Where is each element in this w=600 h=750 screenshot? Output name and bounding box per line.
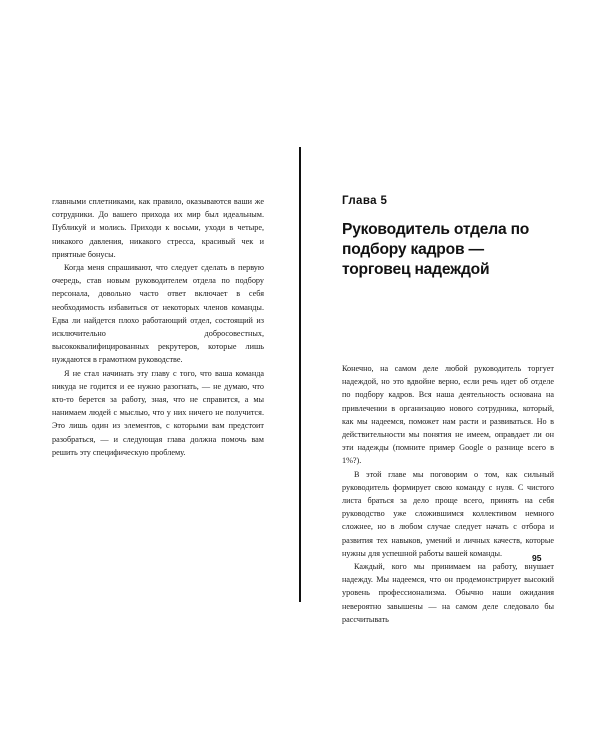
chapter-label: Глава 5	[342, 195, 388, 207]
chapter-title: Руководитель отдела по подбору кадров — торговец надеждой	[342, 221, 530, 278]
right-paragraph-1: Конечно, на самом деле любой руководитель торгует надеждой, но это вдвойне верно, если речь идет об отделе по подбору кадров. Вся наша деятельность основана на привлечении в организацию нового сотрудника, который, как мы надеемся, поможет нам расти и развиваться. Но в действительности мы понятия не имеем, оправдает ли он эти надежды (помните пример Google о разнице всего в 1%?).	[342, 364, 554, 466]
right-paragraph-3: Каждый, кого мы принимаем на работу, внушает надежду. Мы надеемся, что он продемонстрирует высокий уровень профессионализма. Обычно наши ожидания невероятно завышены — на самом деле следовало бы рассчитывать	[342, 562, 554, 624]
chapter-heading	[342, 195, 552, 280]
page-number: 95	[532, 553, 542, 563]
left-paragraph-2: Когда меня спрашивают, что следует сделать в первую очередь, став новым руководителем отдела по подбору персонала, довольно часто ответ включает в себя необходимость избавиться от некоторых членов команды. Едва ли найдется плохо работающий отдел, состоящий из исключительно добросовестных, высококвалифицированных рекрутеров, которые лишь нуждаются в грамотном руководстве.	[52, 263, 264, 365]
left-paragraph-1: главными сплетниками, как правило, оказываются ваши же сотрудники. До вашего прихода их мир был идеальным. Публикуй и молись. Приходи к восьми, уходи в четыре, никакого давления, никакого стресса, красивый чек и приятные бонусы.	[52, 197, 264, 259]
right-page-text	[342, 362, 554, 626]
right-paragraph-2: В этой главе мы поговорим о том, как сильный руководитель формирует свою команду с нуля. С чистого листа браться за дело проще всего, принять на себя руководство уже сложившимся коллективом немного сложнее, но в любом случае следует начать с отбора и развития тех навыков, умений и личных качеств, которые нужны для успешной работы вашей команды.	[342, 469, 554, 558]
left-paragraph-3: Я не стал начинать эту главу с того, что ваша команда никуда не годится и ее нужно разогнать, — не думаю, что кто-то берется за работу, зная, что не справится, а мы нанимаем людей с мыслью, что у них ничего не получится. Это лишь один из элементов, с которыми вам предстоит разобраться, — и следующая глава должна помочь вам решить эту специфическую проблему.	[52, 368, 264, 457]
page-gutter-line	[299, 147, 301, 602]
left-page-text	[52, 195, 264, 459]
